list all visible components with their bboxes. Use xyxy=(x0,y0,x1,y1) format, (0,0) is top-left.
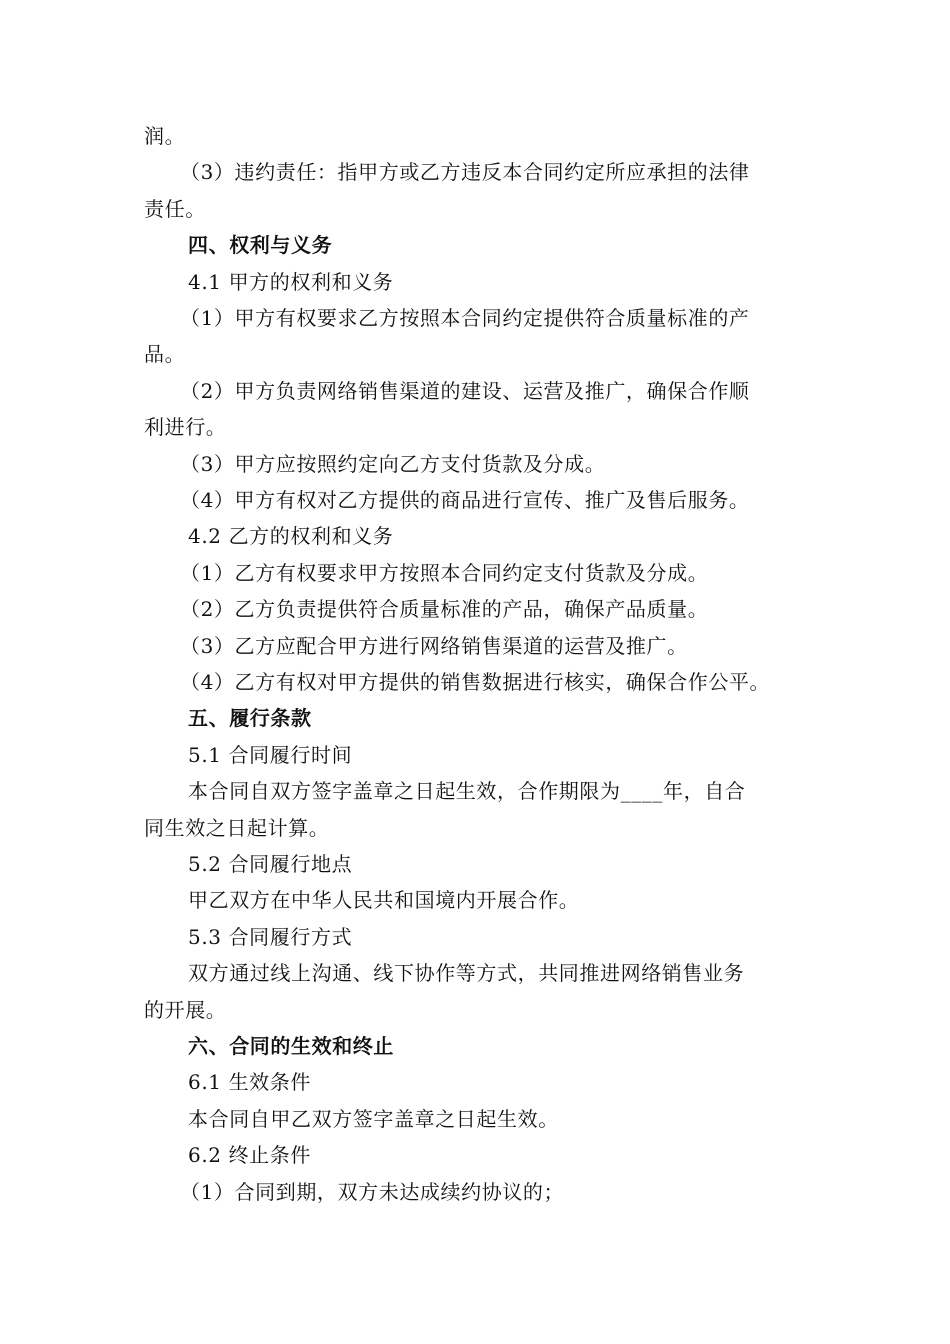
paragraph-line: 双方通过线上沟通、线下协作等方式，共同推进网络销售业务 xyxy=(188,961,745,985)
paragraph-line: 本合同自双方签字盖章之日起生效，合作期限为____年，自合 xyxy=(188,779,746,803)
paragraph-line: 利进行。 xyxy=(144,415,227,439)
subsection-title: 5.2 合同履行地点 xyxy=(188,852,353,876)
paragraph-line: （3）乙方应配合甲方进行网络销售渠道的运营及推广。 xyxy=(180,634,688,658)
paragraph-line: 责任。 xyxy=(144,197,206,221)
paragraph-line: （2）甲方负责网络销售渠道的建设、运营及推广，确保合作顺 xyxy=(180,379,750,403)
paragraph-line: （1）乙方有权要求甲方按照本合同约定支付货款及分成。 xyxy=(180,561,709,585)
subsection-title: 6.2 终止条件 xyxy=(188,1143,311,1167)
subsection-title: 6.1 生效条件 xyxy=(188,1070,311,1094)
paragraph-line: （4）乙方有权对甲方提供的销售数据进行核实，确保合作公平。 xyxy=(180,670,771,694)
paragraph-line: 的开展。 xyxy=(144,998,227,1022)
paragraph-line: （2）乙方负责提供符合质量标准的产品，确保产品质量。 xyxy=(180,597,709,621)
paragraph-line: 同生效之日起计算。 xyxy=(144,816,330,840)
paragraph-line: 本合同自甲乙双方签字盖章之日起生效。 xyxy=(188,1107,559,1131)
subsection-title: 4.2 乙方的权利和义务 xyxy=(188,524,394,548)
paragraph-line: （3）甲方应按照约定向乙方支付货款及分成。 xyxy=(180,452,606,476)
subsection-title: 4.1 甲方的权利和义务 xyxy=(188,270,394,294)
paragraph-line: 润。 xyxy=(144,124,186,148)
paragraph-line: （1）合同到期，双方未达成续约协议的； xyxy=(180,1180,565,1204)
section-heading: 五、履行条款 xyxy=(188,706,312,730)
paragraph-line: 甲乙双方在中华人民共和国境内开展合作。 xyxy=(188,888,580,912)
paragraph-line: （3）违约责任：指甲方或乙方违反本合同约定所应承担的法律 xyxy=(180,160,750,184)
paragraph-line: （1）甲方有权要求乙方按照本合同约定提供符合质量标准的产 xyxy=(180,306,750,330)
section-heading: 六、合同的生效和终止 xyxy=(188,1034,394,1058)
subsection-title: 5.1 合同履行时间 xyxy=(188,743,353,767)
subsection-title: 5.3 合同履行方式 xyxy=(188,925,353,949)
paragraph-line: （4）甲方有权对乙方提供的商品进行宣传、推广及售后服务。 xyxy=(180,488,750,512)
section-heading: 四、权利与义务 xyxy=(188,233,333,257)
paragraph-line: 品。 xyxy=(144,342,186,366)
